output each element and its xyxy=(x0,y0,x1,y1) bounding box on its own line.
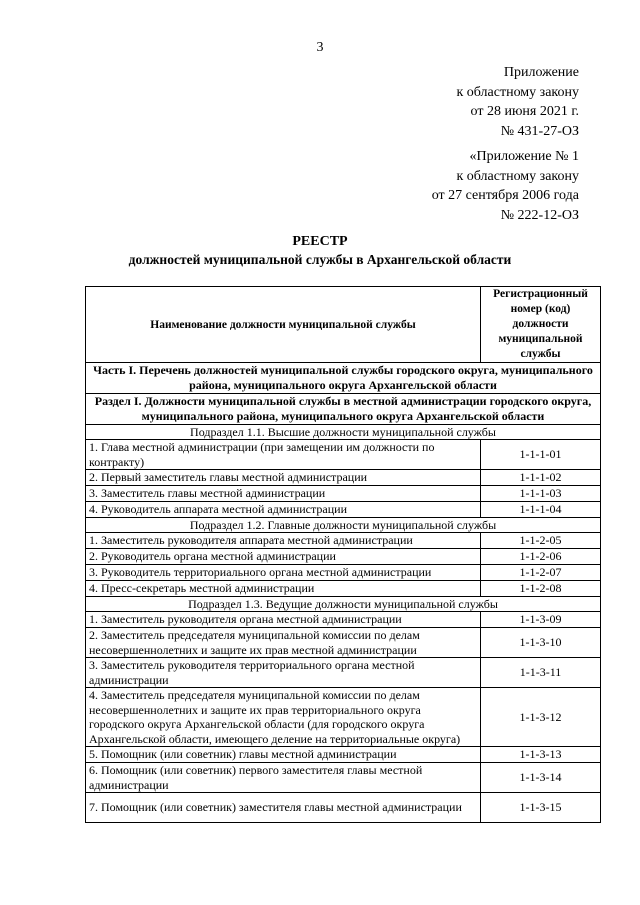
registration-code-cell: 1-1-3-09 xyxy=(481,612,601,628)
registry-table xyxy=(85,286,601,823)
position-name-cell: 3. Заместитель руководителя территориального органа местной администрации xyxy=(86,658,481,688)
subsection-heading: Подраздел 1.2. Главные должности муниципальной службы xyxy=(86,518,601,533)
position-name-cell: 5. Помощник (или советник) главы местной администрации xyxy=(86,747,481,763)
section-row xyxy=(86,394,601,425)
position-name-cell: 2. Первый заместитель главы местной администрации xyxy=(86,470,481,486)
appendix-original-law xyxy=(432,147,579,225)
registration-code-cell: 1-1-1-03 xyxy=(481,486,601,502)
table-row xyxy=(86,612,601,628)
table-row xyxy=(86,533,601,549)
appendix-line: № 431-27-ОЗ xyxy=(500,123,579,139)
registration-code-cell: 1-1-1-04 xyxy=(481,502,601,518)
registration-code-cell: 1-1-3-14 xyxy=(481,763,601,793)
position-name-cell: 2. Руководитель органа местной администрации xyxy=(86,549,481,565)
registration-code-cell: 1-1-3-11 xyxy=(481,658,601,688)
registration-code-cell: 1-1-3-12 xyxy=(481,688,601,747)
appendix-line: «Приложение № 1 xyxy=(469,149,579,164)
registration-code-cell: 1-1-2-06 xyxy=(481,549,601,565)
part-row xyxy=(86,363,601,394)
table-row xyxy=(86,747,601,763)
table-row xyxy=(86,486,601,502)
registration-code-cell: 1-1-3-10 xyxy=(481,628,601,658)
header-registration-code: Регистрационный номер (код) должности муниципальной службы xyxy=(481,287,601,363)
registration-code-cell: 1-1-3-13 xyxy=(481,747,601,763)
subsection-heading: Подраздел 1.3. Ведущие должности муниципальной службы xyxy=(86,597,601,612)
header-position-name: Наименование должности муниципальной службы xyxy=(86,287,481,363)
registration-code-cell: 1-1-2-07 xyxy=(481,565,601,581)
position-name-cell: 1. Глава местной администрации (при замещении им должности по контракту) xyxy=(86,440,481,470)
page-number: 3 xyxy=(316,40,324,55)
table-row xyxy=(86,581,601,597)
section-heading: Раздел I. Должности муниципальной службы в местной администрации городского округа, муниципального района, муниципального округа Архангельской области xyxy=(86,394,601,425)
table-row xyxy=(86,440,601,470)
position-name-cell: 2. Заместитель председателя муниципальной комиссии по делам несовершеннолетних и защите их прав местной администрации xyxy=(86,628,481,658)
registration-code-cell: 1-1-1-02 xyxy=(481,470,601,486)
appendix-line: от 27 сентября 2006 года xyxy=(431,188,579,203)
appendix-line: № 222-12-ОЗ xyxy=(500,207,579,223)
position-name-cell: 3. Заместитель главы местной администрации xyxy=(86,486,481,502)
position-name-cell: 1. Заместитель руководителя аппарата местной администрации xyxy=(86,533,481,549)
appendix-current-law xyxy=(456,63,579,141)
appendix-line: к областному закону xyxy=(456,84,579,100)
table-row xyxy=(86,470,601,486)
registry-body xyxy=(86,363,601,823)
appendix-line: от 28 июня 2021 г. xyxy=(470,104,579,119)
table-row xyxy=(86,763,601,793)
subsection-row xyxy=(86,597,601,612)
registration-code-cell: 1-1-3-15 xyxy=(481,793,601,823)
table-row xyxy=(86,793,601,823)
table-row xyxy=(86,502,601,518)
position-name-cell: 1. Заместитель руководителя органа местной администрации xyxy=(86,612,481,628)
table-row xyxy=(86,549,601,565)
position-name-cell: 6. Помощник (или советник) первого заместителя главы местной администрации xyxy=(86,763,481,793)
position-name-cell: 4. Пресс-секретарь местной администрации xyxy=(86,581,481,597)
position-name-cell: 4. Руководитель аппарата местной администрации xyxy=(86,502,481,518)
subsection-row xyxy=(86,425,601,440)
registration-code-cell: 1-1-2-08 xyxy=(481,581,601,597)
registration-code-cell: 1-1-1-01 xyxy=(481,440,601,470)
subsection-heading: Подраздел 1.1. Высшие должности муниципальной службы xyxy=(86,425,601,440)
table-row xyxy=(86,565,601,581)
document-title: РЕЕСТР xyxy=(292,234,348,249)
table-row xyxy=(86,688,601,747)
appendix-line: к областному закону xyxy=(456,168,579,184)
table-row xyxy=(86,628,601,658)
document-subtitle: должностей муниципальной службы в Архангельской области xyxy=(128,252,512,267)
position-name-cell: 7. Помощник (или советник) заместителя главы местной администрации xyxy=(86,793,481,823)
appendix-line: Приложение xyxy=(503,65,579,80)
table-row xyxy=(86,658,601,688)
table-header-row xyxy=(86,287,601,363)
part-heading: Часть I. Перечень должностей муниципальной службы городского округа, муниципального района, муниципального округа Архангельской области xyxy=(86,363,601,394)
subsection-row xyxy=(86,518,601,533)
position-name-cell: 4. Заместитель председателя муниципальной комиссии по делам несовершеннолетних и защите их прав территориального округа городского округа Архангельской области (для городского округа Архангельской области, имеющего деление на территориальные округа) xyxy=(86,688,481,747)
registration-code-cell: 1-1-2-05 xyxy=(481,533,601,549)
position-name-cell: 3. Руководитель территориального органа местной администрации xyxy=(86,565,481,581)
